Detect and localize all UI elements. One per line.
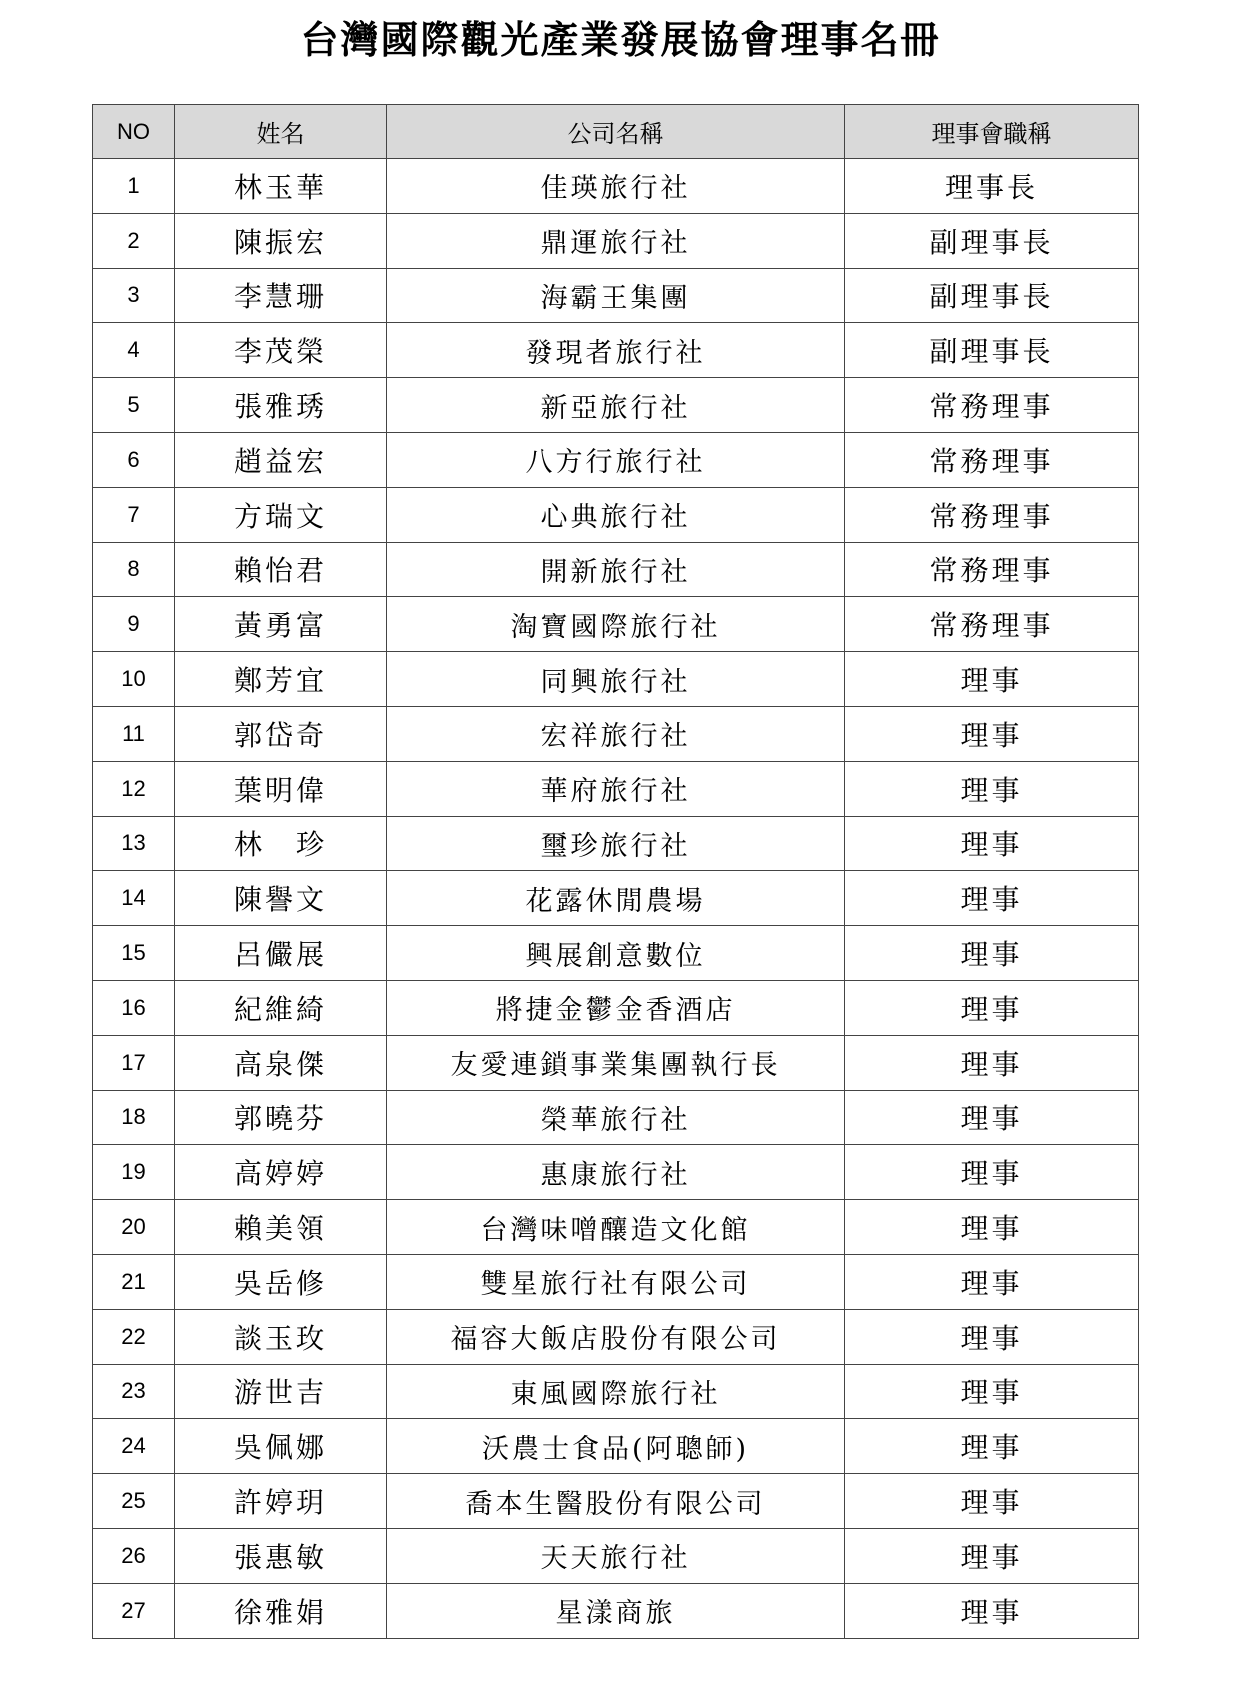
member-name: 游世吉 xyxy=(175,1364,387,1419)
table-row xyxy=(93,706,1139,761)
member-name: 陳譽文 xyxy=(175,871,387,926)
table-row xyxy=(93,323,1139,378)
table-row xyxy=(93,871,1139,926)
board-title: 理事 xyxy=(845,652,1139,707)
board-title: 副理事長 xyxy=(845,213,1139,268)
member-name: 鄭芳宜 xyxy=(175,652,387,707)
board-title: 理事 xyxy=(845,1254,1139,1309)
member-name: 談玉玫 xyxy=(175,1309,387,1364)
company-name: 心典旅行社 xyxy=(387,487,845,542)
company-name: 星漾商旅 xyxy=(387,1583,845,1638)
member-number: 4 xyxy=(93,323,175,378)
member-number: 3 xyxy=(93,268,175,323)
board-title: 副理事長 xyxy=(845,323,1139,378)
company-name: 八方行旅行社 xyxy=(387,432,845,487)
board-title: 副理事長 xyxy=(845,268,1139,323)
member-name: 郭曉芬 xyxy=(175,1090,387,1145)
board-title: 常務理事 xyxy=(845,432,1139,487)
member-number: 2 xyxy=(93,213,175,268)
company-name: 海霸王集團 xyxy=(387,268,845,323)
member-number: 10 xyxy=(93,652,175,707)
member-number: 1 xyxy=(93,159,175,214)
column-header-no: NO xyxy=(93,105,175,159)
member-number: 26 xyxy=(93,1528,175,1583)
member-name: 趙益宏 xyxy=(175,432,387,487)
member-name: 林玉華 xyxy=(175,159,387,214)
board-title: 理事 xyxy=(845,1309,1139,1364)
member-number: 11 xyxy=(93,706,175,761)
table-header-row xyxy=(93,105,1139,159)
page-title: 台灣國際觀光產業發展協會理事名冊 xyxy=(300,18,941,62)
board-title: 理事 xyxy=(845,1200,1139,1255)
company-name: 雙星旅行社有限公司 xyxy=(387,1254,845,1309)
table-row xyxy=(93,1419,1139,1474)
member-number: 20 xyxy=(93,1200,175,1255)
board-title: 理事 xyxy=(845,1145,1139,1200)
company-name: 東風國際旅行社 xyxy=(387,1364,845,1419)
member-name: 高泉傑 xyxy=(175,1035,387,1090)
company-name: 發現者旅行社 xyxy=(387,323,845,378)
member-number: 24 xyxy=(93,1419,175,1474)
member-number: 23 xyxy=(93,1364,175,1419)
board-title: 常務理事 xyxy=(845,542,1139,597)
table-row xyxy=(93,652,1139,707)
board-title: 常務理事 xyxy=(845,378,1139,433)
table-row xyxy=(93,816,1139,871)
member-name: 紀維綺 xyxy=(175,980,387,1035)
member-number: 25 xyxy=(93,1474,175,1529)
table-row xyxy=(93,1364,1139,1419)
table-row xyxy=(93,542,1139,597)
column-header-title: 理事會職稱 xyxy=(845,105,1139,159)
board-title: 理事 xyxy=(845,1419,1139,1474)
board-title: 理事 xyxy=(845,1528,1139,1583)
company-name: 新亞旅行社 xyxy=(387,378,845,433)
board-title: 理事 xyxy=(845,761,1139,816)
table-row xyxy=(93,213,1139,268)
member-number: 18 xyxy=(93,1090,175,1145)
board-title: 理事 xyxy=(845,1364,1139,1419)
member-name: 張雅琇 xyxy=(175,378,387,433)
member-name: 賴美領 xyxy=(175,1200,387,1255)
table-row xyxy=(93,1254,1139,1309)
member-number: 22 xyxy=(93,1309,175,1364)
board-title: 理事 xyxy=(845,926,1139,981)
company-name: 開新旅行社 xyxy=(387,542,845,597)
member-name: 賴怡君 xyxy=(175,542,387,597)
board-title: 理事 xyxy=(845,1035,1139,1090)
company-name: 璽珍旅行社 xyxy=(387,816,845,871)
table-row xyxy=(93,1583,1139,1638)
member-number: 14 xyxy=(93,871,175,926)
board-title: 理事長 xyxy=(845,159,1139,214)
member-name: 李茂榮 xyxy=(175,323,387,378)
member-name: 呂儼展 xyxy=(175,926,387,981)
member-number: 17 xyxy=(93,1035,175,1090)
company-name: 淘寶國際旅行社 xyxy=(387,597,845,652)
member-number: 8 xyxy=(93,542,175,597)
company-name: 花露休閒農場 xyxy=(387,871,845,926)
table-row xyxy=(93,1090,1139,1145)
member-name: 高婷婷 xyxy=(175,1145,387,1200)
table-row xyxy=(93,926,1139,981)
company-name: 將捷金鬱金香酒店 xyxy=(387,980,845,1035)
member-name: 李慧珊 xyxy=(175,268,387,323)
company-name: 喬本生醫股份有限公司 xyxy=(387,1474,845,1529)
table-row xyxy=(93,487,1139,542)
member-number: 19 xyxy=(93,1145,175,1200)
table-row xyxy=(93,761,1139,816)
member-number: 6 xyxy=(93,432,175,487)
member-name: 陳振宏 xyxy=(175,213,387,268)
table-row xyxy=(93,1474,1139,1529)
column-header-name: 姓名 xyxy=(175,105,387,159)
company-name: 佳瑛旅行社 xyxy=(387,159,845,214)
member-name: 張惠敏 xyxy=(175,1528,387,1583)
member-name: 郭岱奇 xyxy=(175,706,387,761)
table-row xyxy=(93,159,1139,214)
member-name: 黃勇富 xyxy=(175,597,387,652)
member-number: 12 xyxy=(93,761,175,816)
member-number: 7 xyxy=(93,487,175,542)
company-name: 同興旅行社 xyxy=(387,652,845,707)
table-row xyxy=(93,432,1139,487)
company-name: 惠康旅行社 xyxy=(387,1145,845,1200)
table-row xyxy=(93,1528,1139,1583)
table-row xyxy=(93,378,1139,433)
member-name: 林 珍 xyxy=(175,816,387,871)
table-row xyxy=(93,1145,1139,1200)
table-row xyxy=(93,268,1139,323)
member-number: 16 xyxy=(93,980,175,1035)
member-name: 吳佩娜 xyxy=(175,1419,387,1474)
table-row xyxy=(93,980,1139,1035)
table-row xyxy=(93,1200,1139,1255)
board-title: 理事 xyxy=(845,706,1139,761)
table-row xyxy=(93,1309,1139,1364)
board-title: 理事 xyxy=(845,1474,1139,1529)
board-title: 常務理事 xyxy=(845,597,1139,652)
company-name: 福容大飯店股份有限公司 xyxy=(387,1309,845,1364)
company-name: 台灣味噌釀造文化館 xyxy=(387,1200,845,1255)
company-name: 天天旅行社 xyxy=(387,1528,845,1583)
table-body xyxy=(93,159,1139,1639)
member-number: 15 xyxy=(93,926,175,981)
table-row xyxy=(93,1035,1139,1090)
board-title: 理事 xyxy=(845,1583,1139,1638)
board-member-table xyxy=(92,104,1139,1639)
member-number: 21 xyxy=(93,1254,175,1309)
member-name: 許婷玥 xyxy=(175,1474,387,1529)
company-name: 華府旅行社 xyxy=(387,761,845,816)
board-title: 理事 xyxy=(845,980,1139,1035)
member-name: 葉明偉 xyxy=(175,761,387,816)
board-title: 理事 xyxy=(845,816,1139,871)
company-name: 興展創意數位 xyxy=(387,926,845,981)
company-name: 宏祥旅行社 xyxy=(387,706,845,761)
member-number: 5 xyxy=(93,378,175,433)
company-name: 鼎運旅行社 xyxy=(387,213,845,268)
company-name: 友愛連鎖事業集團執行長 xyxy=(387,1035,845,1090)
board-title: 理事 xyxy=(845,1090,1139,1145)
member-number: 13 xyxy=(93,816,175,871)
table-row xyxy=(93,597,1139,652)
member-number: 27 xyxy=(93,1583,175,1638)
company-name: 沃農士食品(阿聰師) xyxy=(387,1419,845,1474)
member-number: 9 xyxy=(93,597,175,652)
column-header-company: 公司名稱 xyxy=(387,105,845,159)
company-name: 榮華旅行社 xyxy=(387,1090,845,1145)
member-name: 吳岳修 xyxy=(175,1254,387,1309)
member-name: 徐雅娟 xyxy=(175,1583,387,1638)
board-title: 常務理事 xyxy=(845,487,1139,542)
board-title: 理事 xyxy=(845,871,1139,926)
member-name: 方瑞文 xyxy=(175,487,387,542)
